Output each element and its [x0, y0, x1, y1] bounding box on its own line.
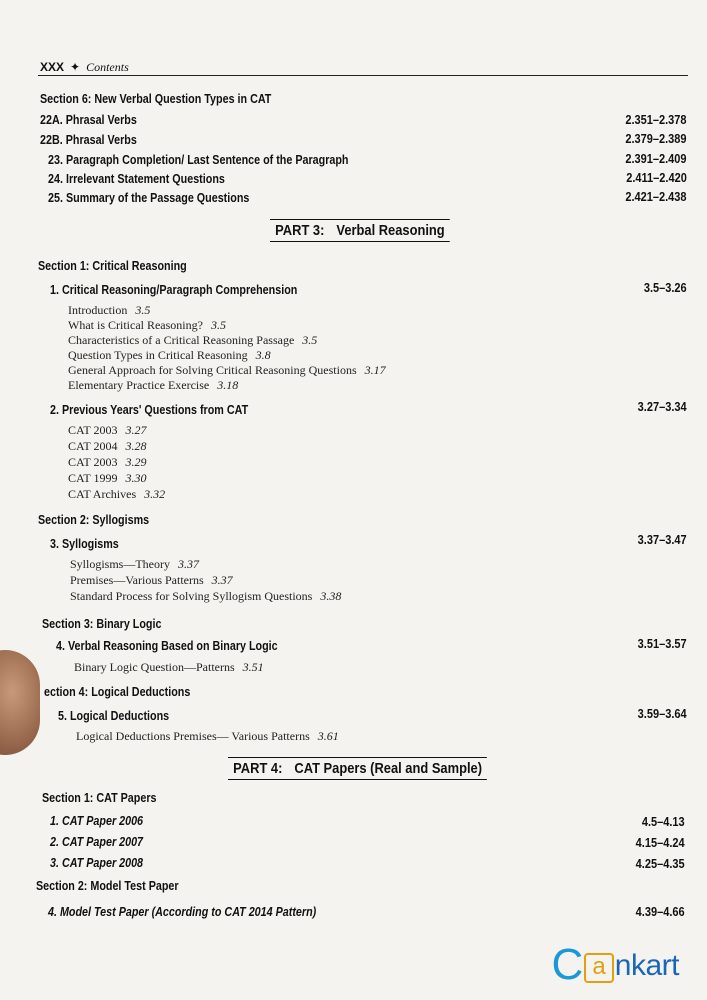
- chapter-title: Phrasal Verbs: [65, 133, 137, 147]
- section-heading: Section 2: Syllogisms: [38, 513, 150, 527]
- chapter-number: 22B.: [40, 133, 63, 147]
- chapter-pages: 3.37–3.47: [638, 533, 687, 547]
- chapter-title: Model Test Paper (According to CAT 2014 Pattern): [59, 905, 317, 919]
- chapter-4-2[interactable]: [50, 835, 143, 849]
- chapter-title: Logical Deductions: [69, 709, 170, 723]
- logo-text: nkart: [614, 949, 679, 982]
- subtopic: Standard Process for Solving Syllogism Questions 3.38: [70, 589, 342, 603]
- chapter-pages: 2.379–2.389: [625, 132, 687, 146]
- subtopic: CAT 2003 3.29: [68, 455, 147, 469]
- logo-c-icon: C: [551, 940, 583, 989]
- chapter-number: 5.: [58, 709, 67, 723]
- chapter-number: 22A.: [40, 113, 63, 127]
- chapter-number: 24.: [48, 172, 63, 186]
- chapter-pages: 2.411–2.420: [626, 171, 687, 185]
- thumb-photo: [0, 650, 40, 755]
- chapter-pages: 3.27–3.34: [638, 400, 687, 414]
- page-roman: XXX: [40, 60, 65, 74]
- part-title: Verbal Reasoning: [336, 222, 445, 239]
- section-heading: Section 3: Binary Logic: [42, 617, 162, 631]
- subtopic: CAT 2003 3.27: [68, 423, 147, 437]
- chapter-title: Summary of the Passage Questions: [65, 191, 250, 205]
- subtopic: CAT 2004 3.28: [68, 439, 147, 453]
- chapter-3-2[interactable]: [50, 403, 248, 417]
- subtopic: Elementary Practice Exercise 3.18: [68, 378, 239, 392]
- chapter-4-1[interactable]: [50, 814, 143, 828]
- header-title: Contents: [86, 60, 129, 74]
- chapter-4-4[interactable]: [48, 905, 316, 919]
- section-heading: Section 6: New Verbal Question Types in CAT: [40, 92, 272, 106]
- chapter-pages: 4.5–4.13: [642, 815, 685, 829]
- chapter-title: Previous Years' Questions from CAT: [61, 403, 249, 417]
- section-heading: Section 1: Critical Reasoning: [38, 259, 187, 273]
- subtopic: CAT 1999 3.30: [68, 471, 147, 485]
- subtopic: Introduction 3.5: [68, 303, 151, 317]
- chapter-number: 1.: [50, 283, 59, 297]
- subtopic: Premises—Various Patterns 3.37: [70, 573, 233, 587]
- chapter-number: 3.: [50, 856, 59, 870]
- chapter-title: CAT Paper 2008: [61, 856, 144, 870]
- chapter-pages: 4.39–4.66: [636, 905, 685, 919]
- section-heading: Section 1: CAT Papers: [42, 791, 157, 805]
- chapter-pages: 3.59–3.64: [638, 707, 687, 721]
- chapter-number: 4.: [56, 639, 65, 653]
- chapter-pages: 3.51–3.57: [638, 637, 687, 651]
- chapter-3-1[interactable]: [50, 283, 297, 297]
- chapter-title: CAT Paper 2006: [61, 814, 144, 828]
- chapter-number: 25.: [48, 191, 63, 205]
- separator-glyph: ✦: [70, 60, 81, 74]
- clankart-logo: [552, 940, 679, 990]
- chapter-title: Paragraph Completion/ Last Sentence of the Paragraph: [65, 153, 349, 167]
- subtopic: What is Critical Reasoning? 3.5: [68, 318, 226, 332]
- chapter-25[interactable]: [48, 191, 249, 205]
- chapter-pages: 4.25–4.35: [636, 857, 685, 871]
- chapter-number: 3.: [50, 537, 59, 551]
- chapter-pages: 2.391–2.409: [625, 152, 687, 166]
- chapter-3-4[interactable]: [56, 639, 278, 653]
- chapter-title: Critical Reasoning/Paragraph Comprehension: [61, 283, 298, 297]
- part-heading-3: [270, 219, 450, 242]
- chapter-number: 23.: [48, 153, 63, 167]
- chapter-3-3[interactable]: [50, 537, 119, 551]
- running-header: [40, 60, 129, 75]
- subtopic: Question Types in Critical Reasoning 3.8: [68, 348, 271, 362]
- subtopic: General Approach for Solving Critical Reasoning Questions 3.17: [68, 363, 386, 377]
- subtopic: Logical Deductions Premises— Various Patterns 3.61: [76, 729, 339, 743]
- section-heading: ection 4: Logical Deductions: [44, 685, 191, 699]
- part-label: PART 3:: [275, 222, 325, 239]
- subtopic: CAT Archives 3.32: [68, 487, 166, 501]
- cart-icon: a: [584, 953, 614, 983]
- chapter-number: 1.: [50, 814, 59, 828]
- chapter-pages: 2.421–2.438: [625, 190, 687, 204]
- chapter-4-3[interactable]: [50, 856, 143, 870]
- chapter-pages: 2.351–2.378: [625, 113, 687, 127]
- part-title: CAT Papers (Real and Sample): [294, 760, 483, 777]
- chapter-title: Irrelevant Statement Questions: [65, 172, 225, 186]
- chapter-title: Phrasal Verbs: [65, 113, 137, 127]
- chapter-title: Verbal Reasoning Based on Binary Logic: [67, 639, 278, 653]
- chapter-number: 2.: [50, 835, 59, 849]
- chapter-pages: 3.5–3.26: [644, 281, 687, 295]
- chapter-3-5[interactable]: [58, 709, 169, 723]
- section-heading: Section 2: Model Test Paper: [36, 879, 179, 893]
- subtopic: Syllogisms—Theory 3.37: [70, 557, 200, 571]
- part-heading-4: [228, 757, 487, 780]
- part-label: PART 4:: [233, 760, 283, 777]
- header-rule: [38, 75, 688, 76]
- chapter-23[interactable]: [48, 153, 349, 167]
- subtopic: Binary Logic Question—Patterns 3.51: [74, 660, 264, 674]
- subtopic: Characteristics of a Critical Reasoning Passage 3.5: [68, 333, 318, 347]
- chapter-24[interactable]: [48, 172, 225, 186]
- chapter-title: CAT Paper 2007: [61, 835, 144, 849]
- chapter-title: Syllogisms: [61, 537, 119, 551]
- chapter-pages: 4.15–4.24: [636, 836, 685, 850]
- chapter-22b[interactable]: [40, 133, 137, 147]
- chapter-number: 4.: [48, 905, 57, 919]
- chapter-number: 2.: [50, 403, 59, 417]
- chapter-22a[interactable]: [40, 113, 137, 127]
